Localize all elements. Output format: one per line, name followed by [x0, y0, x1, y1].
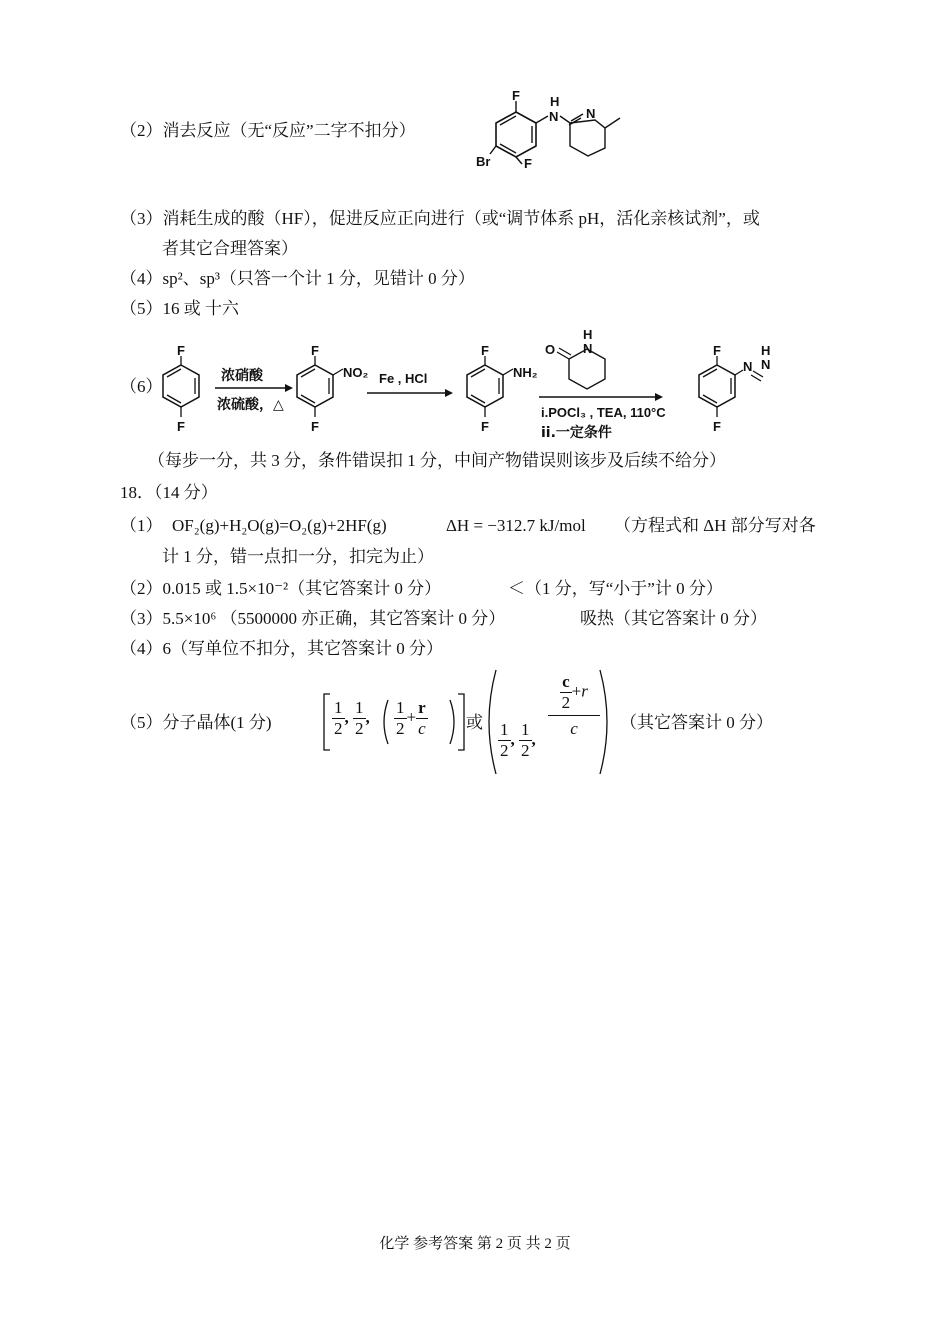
q3-answer-line2: 者其它合理答案）: [162, 239, 298, 258]
step2-reagent: Fe , HCl: [379, 371, 428, 386]
step1-reagent-top: 浓硝酸: [221, 368, 263, 384]
q18-1-note: （方程式和 ΔH 部分写对各: [614, 516, 816, 535]
frac-x: $\frac{1}{2}$: [334, 698, 343, 738]
piperidinone-reagent: [545, 327, 605, 389]
q2-atom-br: Br: [476, 154, 491, 169]
prod-atom-n-ring: N: [761, 357, 771, 372]
q2-atom-n-amine: N: [549, 109, 559, 124]
q18-header: 18．（14 分）: [120, 483, 218, 502]
q6-scoring-note: （每步一分，共 3 分，条件错误扣 1 分，中间产物错误则该步及后续不给分）: [148, 451, 726, 470]
sm-atom-f-top: F: [177, 343, 185, 358]
q18-1-enthalpy: ΔH = −312.7 kJ/mol: [446, 516, 586, 535]
int2-atom-f-bottom: F: [481, 419, 489, 434]
step3-reagent-2: ii.一定条件: [541, 425, 612, 441]
prod-atom-f-top: F: [713, 343, 721, 358]
q18-1-label: （1）: [120, 516, 163, 535]
q18-4-answer: （4）6（写单位不扣分，其它答案计 0 分）: [120, 639, 443, 658]
prod-atom-h: H: [761, 343, 771, 358]
prod-atom-n-imine: N: [743, 359, 753, 374]
q18-1-note-line2: 计 1 分，错一点扣一分，扣完为止）: [162, 547, 434, 566]
q18-5-note: （其它答案计 0 分）: [620, 713, 773, 732]
lactam-atom-o: O: [545, 342, 556, 357]
intermediate-amine: [467, 343, 538, 434]
q2-atom-n-ring: N: [586, 106, 596, 121]
or-connector: 或: [466, 713, 483, 732]
q3-answer-line1: （3）消耗生成的酸（HF），促进反应正向进行（或“调节体系 pH，活化亲核试剂”，或: [120, 209, 760, 228]
frac-y: $\frac{1}{2}$: [355, 698, 364, 738]
frac-z-half: $\frac{1}{2}$: [396, 698, 405, 738]
q2-answer: （2）消去反应（无“反应”二字不扣分）: [120, 121, 416, 140]
q18-5-label: （5）分子晶体(1 分): [120, 713, 272, 732]
sm-atom-f-bottom: F: [177, 419, 185, 434]
prod-atom-f-bottom: F: [713, 419, 721, 434]
q18-2-comparison: ＜（1 分，写“小于”计 0 分）: [508, 579, 723, 598]
lactam-atom-h: H: [583, 327, 593, 342]
coordinate-expression-1: $\frac{1}{2}$ , $\frac{1}{2}$ , $\frac{1}{2}$ + $\frac{r}{c}$: [322, 690, 466, 754]
frac-x2: $\frac{1}{2}$: [500, 720, 509, 760]
frac-y2: $\frac{1}{2}$: [521, 720, 530, 760]
q18-2-answer: （2）0.015 或 1.5×10⁻²（其它答案计 0 分）: [120, 579, 442, 598]
frac-r-over-c: $\frac{r}{c}$: [418, 698, 426, 738]
frac-z2: $\frac{c}{2}$ +r c: [548, 672, 600, 742]
coordinate-expression-2: $\frac{1}{2}$ , $\frac{1}{2}$ , $\frac{c}{2}$ +r c: [486, 668, 612, 776]
int1-nitro: NO₂: [343, 365, 369, 380]
int1-atom-f-bottom: F: [311, 419, 319, 434]
q18-1-equation: OF₂(g)+H₂O(g)=O₂(g)+2HF(g): [172, 516, 387, 535]
intermediate-nitro: [297, 343, 369, 434]
q2-structure: [470, 88, 650, 178]
q18-3-heat: 吸热（其它答案计 0 分）: [580, 609, 767, 628]
q5-answer: （5）16 或 十六: [120, 299, 239, 318]
step3-reagent-1: i.POCl₃ , TEA, 110°C: [541, 405, 666, 420]
starting-material: [163, 343, 199, 434]
q2-atom-f-top: F: [512, 88, 520, 103]
step1-reagent-bottom: 浓硫酸，△: [217, 397, 284, 413]
q2-atom-f-bottom: F: [524, 156, 532, 171]
int1-atom-f-top: F: [311, 343, 319, 358]
q6-label: （6）: [120, 377, 163, 396]
q2-atom-h: H: [550, 94, 560, 109]
product: [699, 343, 770, 434]
int2-amino: NH₂: [513, 365, 538, 380]
lactam-atom-n: N: [583, 341, 593, 356]
int2-atom-f-top: F: [481, 343, 489, 358]
page-footer: 化学 参考答案 第 2 页 共 2 页: [379, 1236, 571, 1252]
q4-answer: （4）sp²、sp³（只答一个计 1 分，见错计 0 分）: [120, 269, 475, 288]
q6-synthesis-route: [155, 325, 775, 445]
q18-3-answer: （3）5.5×10⁶ （5500000 亦正确，其它答案计 0 分）: [120, 609, 506, 628]
